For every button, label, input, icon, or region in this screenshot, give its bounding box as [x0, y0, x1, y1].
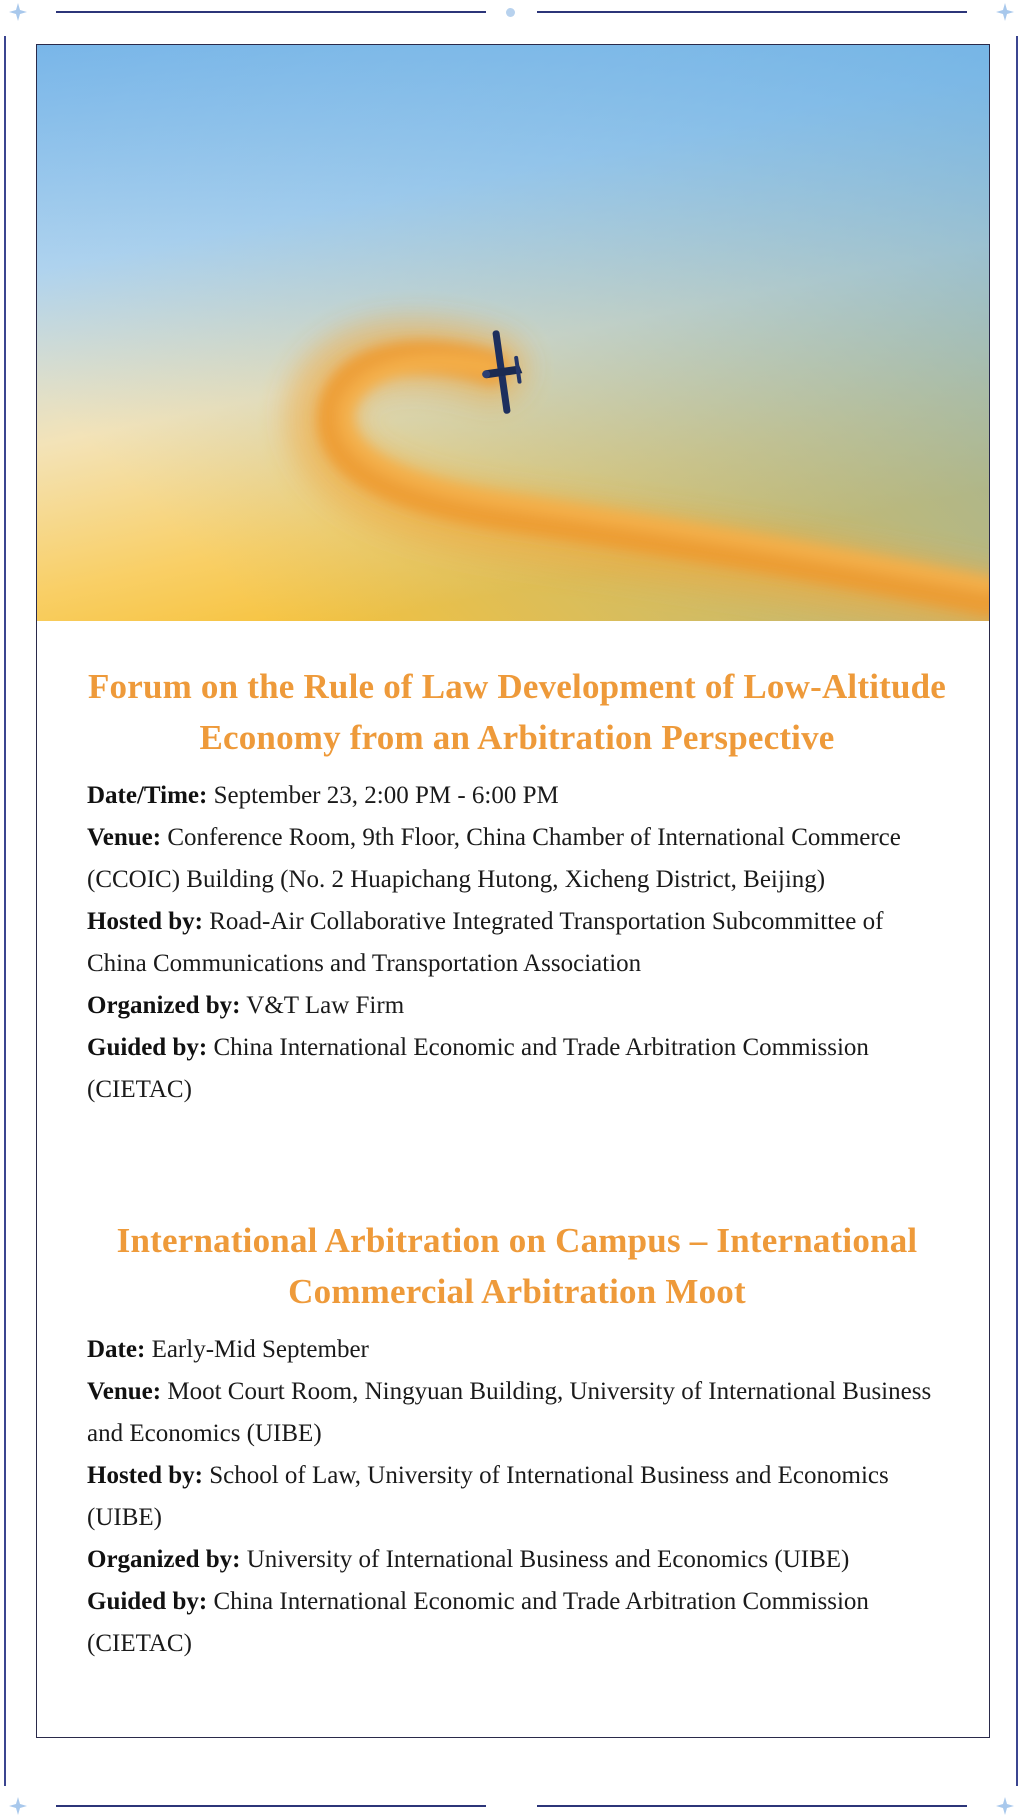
info-value: School of Law, University of International Business and Economics (UIBE) [87, 1462, 889, 1531]
info-label: Hosted by: [87, 908, 203, 935]
date-time-row [87, 775, 947, 817]
frame-bottom-border [0, 1794, 1023, 1818]
info-value: China International Economic and Trade Arbitration Commission (CIETAC) [87, 1034, 869, 1103]
info-value: China International Economic and Trade Arbitration Commission (CIETAC) [87, 1588, 869, 1657]
event-title: International Arbitration on Campus – International Commercial Arbitration Moot [116, 1221, 918, 1311]
info-value: Road-Air Collaborative Integrated Transportation Subcommittee of China Communications and Transportation Association [87, 908, 884, 977]
info-value: V&T Law Firm [246, 992, 405, 1019]
frame-line [56, 1805, 486, 1807]
info-value: September 23, 2:00 PM - 6:00 PM [213, 782, 559, 809]
sparkle-star-icon [8, 2, 28, 22]
event-card [36, 44, 990, 1738]
organized-by-row [87, 985, 947, 1027]
frame-top-border [0, 0, 1023, 24]
info-label: Guided by: [87, 1588, 208, 1615]
guided-by-row [87, 1581, 947, 1665]
sparkle-star-icon [995, 2, 1015, 22]
sparkle-star-icon [8, 1796, 28, 1816]
info-value: Early-Mid September [151, 1336, 369, 1363]
venue-row [87, 1371, 947, 1455]
info-label: Venue: [87, 1378, 162, 1405]
event-section [87, 661, 947, 1111]
date-row [87, 1329, 947, 1371]
frame-dot [506, 8, 515, 17]
frame-side-left [4, 36, 6, 1786]
hero-image [37, 45, 989, 621]
frame-line [537, 11, 967, 13]
info-label: Hosted by: [87, 1462, 203, 1489]
event-title: Forum on the Rule of Law Development of Low-Altitude Economy from an Arbitration Perspective [87, 667, 947, 757]
organized-by-row [87, 1539, 947, 1581]
info-value: Conference Room, 9th Floor, China Chamber of International Commerce (CCOIC) Building (No. 2 Huapichang Hutong, Xicheng District, Beijing) [87, 824, 901, 893]
info-label: Venue: [87, 824, 162, 851]
guided-by-row [87, 1027, 947, 1111]
info-value: University of International Business and Economics (UIBE) [246, 1546, 850, 1573]
info-label: Organized by: [87, 1546, 241, 1573]
info-label: Date/Time: [87, 782, 208, 809]
frame-side-right [1016, 36, 1018, 1786]
info-label: Date: [87, 1336, 146, 1363]
hosted-by-row [87, 901, 947, 985]
info-value: Moot Court Room, Ningyuan Building, University of International Business and Economics (UIBE) [87, 1378, 932, 1447]
info-label: Guided by: [87, 1034, 208, 1061]
hosted-by-row [87, 1455, 947, 1539]
venue-row [87, 817, 947, 901]
event-section [87, 1215, 947, 1665]
frame-line [56, 11, 486, 13]
info-label: Organized by: [87, 992, 241, 1019]
frame-line [537, 1805, 967, 1807]
sparkle-star-icon [995, 1796, 1015, 1816]
